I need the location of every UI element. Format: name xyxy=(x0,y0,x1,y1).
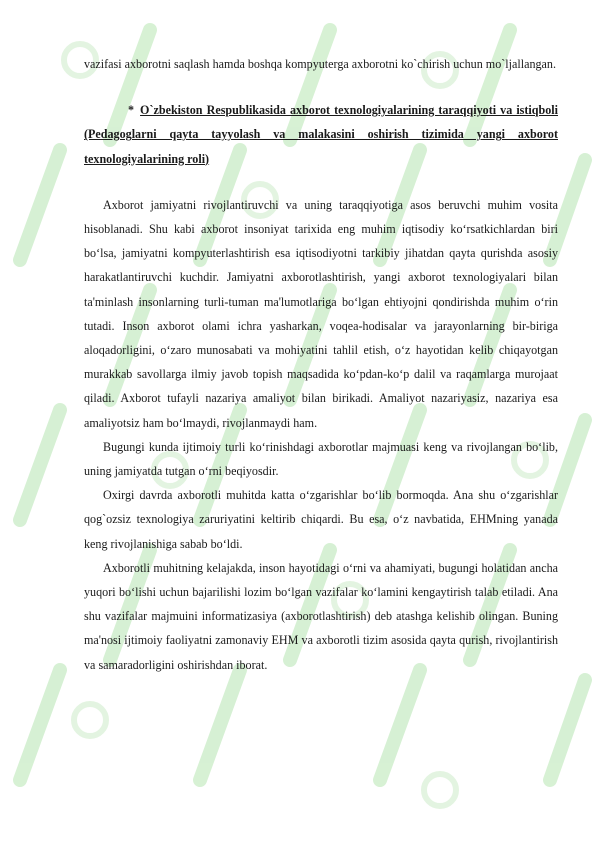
section-heading xyxy=(84,98,558,171)
intro-paragraph: vazifasi axborotni saqlash hamda boshqa kompyuterga axborotni ko`chirish uchun mo`ljallangan. xyxy=(84,57,556,71)
document-page xyxy=(84,52,558,677)
bullet-star: * xyxy=(128,103,135,118)
section-heading-text: O`zbekiston Respublikasida axborot texnologiyalarining taraqqiyoti va istiqboli (Pedagoglarni qayta tayyolash va malakasini oshirish tizimida yangi axborot texnologiyalarining roli) xyxy=(84,103,558,166)
body-paragraph: Axborotli muhitning kelajakda, inson hayotidagi o‘rni va ahamiyati, bugungi holatidan ancha yuqori bo‘lishi uchun bajarilishi lozim bo‘lgan vazifalar ko‘lamini kengaytirish talab etiladi. Ana shu vazifalar majmuini informatizasiya (axborotlashtirish) deb atashga kelishib olingan. Buning ma'nosi ijtimoiy faoliyatni zamonaviy EHM va axborotli tizim asosida qayta qurish, rivojlantirish va samaradorligini oshirishdan iborat. xyxy=(84,560,558,672)
body-paragraph: Oxirgi davrda axborotli muhitda katta o‘zgarishlar bo‘lib bormoqda. Ana shu o‘zgarishlar qog`ozsiz texnologiya zaruriyatini keltirib chiqardi. Bu esa, o‘z navbatida, EHMning yanada keng rivojlanishiga sabab bo‘ldi. xyxy=(84,488,558,551)
spacer xyxy=(84,171,558,193)
body-paragraph: Axborot jamiyatni rivojlantiruvchi va uning taraqqiyotiga asos beruvchi muhim vosita hisoblanadi. Shu kabi axborot insoniyat tarixida eng muhim iqtisodiy ko‘rsatkichlardan biri bo‘lsa, jamiyatni kompyuterlashtirish esa iqtisodiyotni tarkibiy jihatdan qayta qurishda asosiy harakatlantiruvchi kuchdir. Jamiyatni axborotlashtirish, yangi axborot texnologiyalari bilan ta'minlash insonlarning turli-tuman ma'lumotlariga bo‘lgan ehtiyojni qondirishda muhim o‘rin tutadi. Inson axborot olami ichra yasharkan, voqea-hodisalar va jarayonlarning bir-biriga aloqadorligini, o‘zaro munosabati va mohiyatini tahlil etish, o‘z hayotidan kelib chiqayotgan murakkab savollarga ilmiy javob topish maqsadida ko‘pdan-ko‘p dalil va raqamlarga murojaat qiladi. Axborot tufayli nazariya amaliyot bilan birikadi. Amaliyot nazariyasiz, nazariya esa amaliyotsiz ham bo‘lmaydi, rivojlanmaydi ham. xyxy=(84,197,558,430)
spacer xyxy=(84,76,558,98)
body-paragraph: Bugungi kunda ijtimoiy turli ko‘rinishdagi axborotlar majmuasi keng va rivojlangan bo‘lib, uning jamiyatda tutgan o‘rni beqiyosdir. xyxy=(84,439,558,479)
